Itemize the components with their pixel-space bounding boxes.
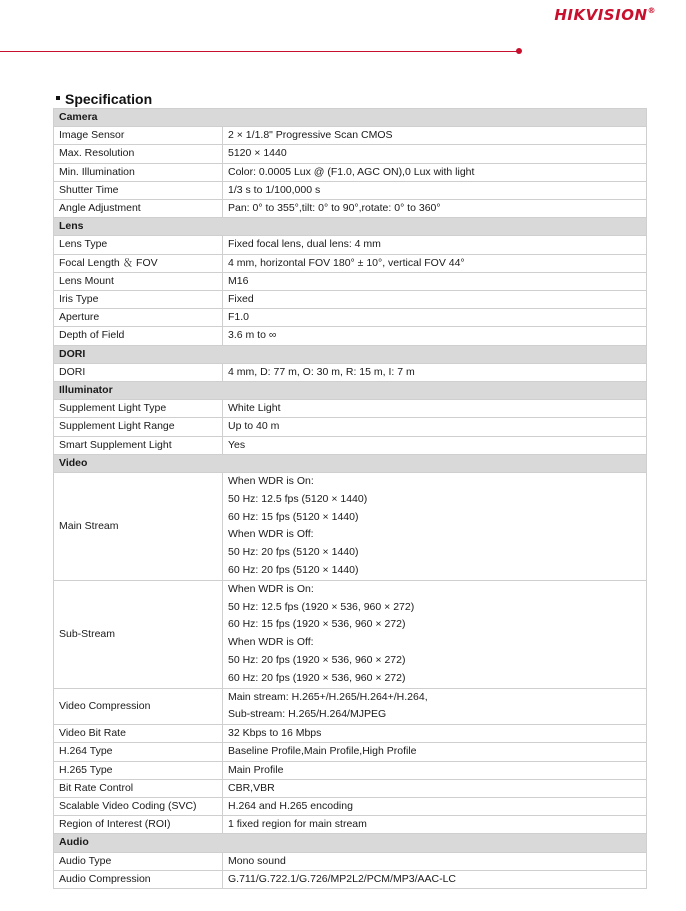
header-divider	[0, 51, 517, 52]
section-title: Camera	[54, 109, 647, 127]
table-row	[54, 181, 647, 199]
table-row	[54, 272, 647, 290]
table-row	[54, 327, 647, 345]
table-row	[54, 688, 647, 725]
spec-label: H.265 Type	[54, 761, 223, 779]
spec-value: Fixed focal lens, dual lens: 4 mm	[223, 236, 647, 254]
spec-value	[223, 580, 647, 688]
logo-registered-mark: ®	[647, 6, 656, 15]
spec-value: Yes	[223, 436, 647, 454]
spec-value: 5120 × 1440	[223, 145, 647, 163]
spec-value-line: Sub-stream: H.265/H.264/MJPEG	[228, 708, 387, 721]
hikvision-logo	[554, 6, 656, 24]
section-title: Lens	[54, 218, 647, 236]
section-header-illuminator	[54, 382, 647, 400]
spec-value-line: When WDR is On:	[228, 582, 314, 595]
section-title: Video	[54, 454, 647, 472]
spec-value: Pan: 0° to 355°,tilt: 0° to 90°,rotate: 0° to 360°	[223, 200, 647, 218]
table-row	[54, 127, 647, 145]
spec-value-line: When WDR is On:	[228, 475, 314, 488]
spec-value: CBR,VBR	[223, 779, 647, 797]
section-title: Audio	[54, 834, 647, 852]
table-row	[54, 473, 647, 581]
table-row	[54, 816, 647, 834]
table-row	[54, 580, 647, 688]
spec-value-line: 60 Hz: 20 fps (5120 × 1440)	[228, 564, 359, 577]
table-row	[54, 743, 647, 761]
spec-label: Focal Length ＆ FOV	[54, 254, 223, 272]
spec-value: G.711/G.722.1/G.726/MP2L2/PCM/MP3/AAC-LC	[223, 870, 647, 888]
section-header-lens	[54, 218, 647, 236]
spec-value-line: 60 Hz: 20 fps (1920 × 536, 960 × 272)	[228, 671, 406, 684]
spec-value	[223, 473, 647, 581]
spec-value: F1.0	[223, 309, 647, 327]
section-header-dori	[54, 345, 647, 363]
spec-table-body	[54, 109, 647, 889]
spec-value: Main Profile	[223, 761, 647, 779]
spec-value: 4 mm, horizontal FOV 180° ± 10°, vertical FOV 44°	[223, 254, 647, 272]
table-row	[54, 309, 647, 327]
spec-value: Baseline Profile,Main Profile,High Profile	[223, 743, 647, 761]
spec-table	[53, 108, 647, 889]
spec-value-line: When WDR is Off:	[228, 528, 314, 541]
table-row	[54, 436, 647, 454]
table-row	[54, 779, 647, 797]
spec-value: 32 Kbps to 16 Mbps	[223, 725, 647, 743]
section-header-audio	[54, 834, 647, 852]
spec-value: 1 fixed region for main stream	[223, 816, 647, 834]
table-row	[54, 163, 647, 181]
logo-text: HIKVISION	[554, 6, 648, 24]
spec-label: Supplement Light Range	[54, 418, 223, 436]
spec-label: Lens Type	[54, 236, 223, 254]
spec-label: Supplement Light Type	[54, 400, 223, 418]
spec-value-line: When WDR is Off:	[228, 636, 314, 649]
table-row	[54, 400, 647, 418]
spec-label: Sub-Stream	[54, 580, 223, 688]
spec-value-line: 50 Hz: 12.5 fps (5120 × 1440)	[228, 492, 368, 505]
header-divider-dot	[516, 48, 522, 54]
spec-label: Audio Compression	[54, 870, 223, 888]
table-row	[54, 761, 647, 779]
table-row	[54, 870, 647, 888]
spec-value-line: 50 Hz: 20 fps (1920 × 536, 960 × 272)	[228, 654, 406, 667]
spec-label: Smart Supplement Light	[54, 436, 223, 454]
table-row	[54, 852, 647, 870]
spec-label: Iris Type	[54, 291, 223, 309]
spec-value-line: 50 Hz: 12.5 fps (1920 × 536, 960 × 272)	[228, 600, 415, 613]
spec-value: Mono sound	[223, 852, 647, 870]
spec-value: Fixed	[223, 291, 647, 309]
spec-value: M16	[223, 272, 647, 290]
spec-value-line: 50 Hz: 20 fps (5120 × 1440)	[228, 546, 359, 559]
title-bullet	[56, 96, 60, 100]
spec-label: Angle Adjustment	[54, 200, 223, 218]
spec-value: 3.6 m to ∞	[223, 327, 647, 345]
spec-label: Max. Resolution	[54, 145, 223, 163]
spec-value: 2 × 1/1.8" Progressive Scan CMOS	[223, 127, 647, 145]
spec-label: Shutter Time	[54, 181, 223, 199]
spec-label: Lens Mount	[54, 272, 223, 290]
table-row	[54, 418, 647, 436]
spec-label: Video Compression	[54, 688, 223, 725]
section-title: DORI	[54, 345, 647, 363]
spec-value-line: Main stream: H.265+/H.265/H.264+/H.264,	[228, 690, 428, 703]
spec-label: Image Sensor	[54, 127, 223, 145]
table-row	[54, 145, 647, 163]
spec-value-line: 60 Hz: 15 fps (1920 × 536, 960 × 272)	[228, 618, 406, 631]
spec-label: Video Bit Rate	[54, 725, 223, 743]
table-row	[54, 725, 647, 743]
table-row	[54, 291, 647, 309]
spec-value-line: 60 Hz: 15 fps (5120 × 1440)	[228, 510, 359, 523]
spec-label: Depth of Field	[54, 327, 223, 345]
spec-value: Up to 40 m	[223, 418, 647, 436]
section-header-video	[54, 454, 647, 472]
spec-label: H.264 Type	[54, 743, 223, 761]
table-row	[54, 236, 647, 254]
spec-label: Bit Rate Control	[54, 779, 223, 797]
section-title: Illuminator	[54, 382, 647, 400]
spec-value: 4 mm, D: 77 m, O: 30 m, R: 15 m, I: 7 m	[223, 363, 647, 381]
spec-value: 1/3 s to 1/100,000 s	[223, 181, 647, 199]
table-row	[54, 200, 647, 218]
spec-label: Audio Type	[54, 852, 223, 870]
table-row	[54, 798, 647, 816]
page-title	[56, 91, 152, 107]
spec-value	[223, 688, 647, 725]
section-header-camera	[54, 109, 647, 127]
page-title-text: Specification	[65, 91, 153, 107]
spec-value: White Light	[223, 400, 647, 418]
spec-label: Scalable Video Coding (SVC)	[54, 798, 223, 816]
spec-label: DORI	[54, 363, 223, 381]
table-row	[54, 254, 647, 272]
table-row	[54, 363, 647, 381]
spec-value: H.264 and H.265 encoding	[223, 798, 647, 816]
spec-label: Region of Interest (ROI)	[54, 816, 223, 834]
spec-value: Color: 0.0005 Lux @ (F1.0, AGC ON),0 Lux with light	[223, 163, 647, 181]
spec-label: Aperture	[54, 309, 223, 327]
spec-label: Min. Illumination	[54, 163, 223, 181]
spec-label: Main Stream	[54, 473, 223, 581]
